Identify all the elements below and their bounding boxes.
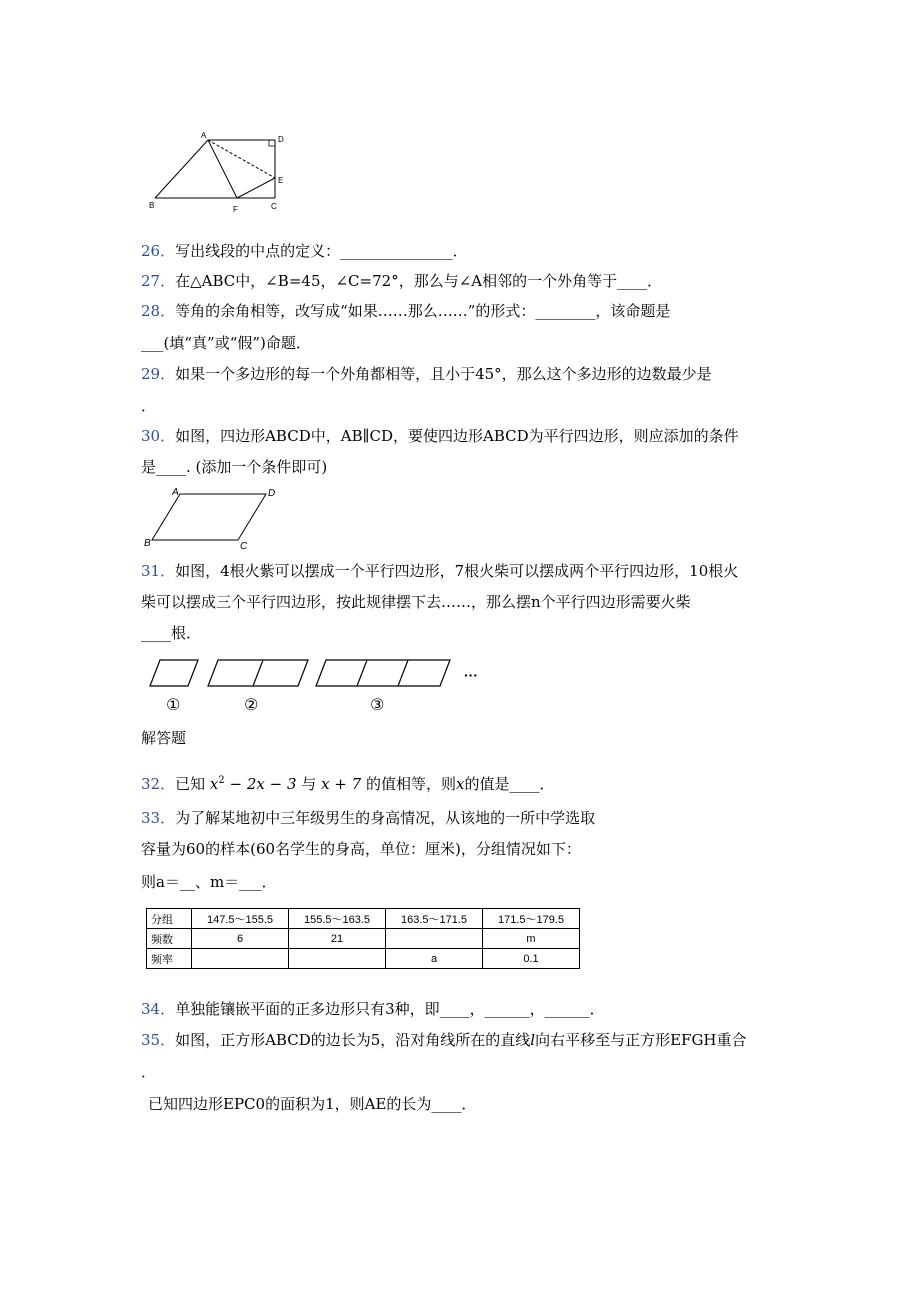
label-3: ③ <box>370 697 385 714</box>
label-2: ② <box>244 697 259 714</box>
question-number: 35． <box>141 1031 176 1049</box>
question-32: 32．已知 $x^2 - 2x - 3$ 与 x + 7 的值相等，则x的值是____． <box>141 775 555 793</box>
section-title: 解答题 <box>141 729 187 747</box>
label-B: B <box>149 201 155 210</box>
question-30-cont: 是____. (添加一个条件即可) <box>141 458 328 476</box>
question-number: 30． <box>141 427 176 445</box>
question-number: 28． <box>141 302 176 320</box>
question-text: 写出线段的中点的定义：_______________． <box>175 242 468 260</box>
question-28-cont: ___(填“真”或“假”)命题． <box>141 334 311 352</box>
expression-1: $x^2 - 2x - 3$ <box>209 775 297 793</box>
question-number: 31． <box>141 562 176 580</box>
question-26 <box>141 241 468 261</box>
label-C: C <box>271 202 277 211</box>
question-30 <box>141 426 739 446</box>
question-33-cont: 容量为60的样本(60名学生的身高，单位：厘米)，分组情况如下： <box>141 840 581 858</box>
question-31-cont: 柴可以摆成三个平行四边形，按此规律摆下去……，那么摆n个平行四边形需要火柴 <box>141 593 691 611</box>
ellipsis: ··· <box>464 667 478 683</box>
question-text: 已知 <box>175 775 206 793</box>
matchstick-figure <box>146 656 486 716</box>
question-35-cont: ． <box>141 1063 157 1081</box>
question-text: 如图，四边形ABCD中，AB∥CD，要使四边形ABCD为平行四边形，则应添加的条件 <box>175 427 739 445</box>
label-F: F <box>233 205 238 214</box>
question-35: 35．如图，正方形ABCD的边长为5，沿对角线所在的直线l向右平移至与正方形EFGH重合 <box>141 1031 747 1049</box>
table-row: 频率 a 0.1 <box>147 949 580 969</box>
label-E: E <box>278 176 284 185</box>
parallelogram-figure <box>142 484 282 550</box>
question-29 <box>141 364 712 384</box>
question-29-cont: ． <box>141 397 157 415</box>
table-row: 频数 6 21 m <box>147 929 580 949</box>
label-1: ① <box>166 697 181 714</box>
question-text: 如果一个多边形的每一个外角都相等，且小于45°，那么这个多边形的边数最少是 <box>175 365 712 383</box>
label-D: D <box>268 488 276 499</box>
question-34 <box>141 999 605 1019</box>
question-text: 如图，正方形ABCD的边长为5，沿对角线所在的直线 <box>175 1031 531 1049</box>
question-text: 单独能镶嵌平面的正多边形只有3种，即____，______，______． <box>175 1000 605 1018</box>
question-28 <box>141 301 670 321</box>
label-A: A <box>201 131 207 140</box>
expression-2: x + 7 <box>321 775 362 793</box>
question-27 <box>141 271 662 291</box>
label-B: B <box>144 538 151 549</box>
question-number: 27． <box>141 272 176 290</box>
label-C: C <box>240 541 248 550</box>
question-text: 在△ABC中，∠B=45，∠C=72°，那么与∠A相邻的一个外角等于____． <box>175 272 663 290</box>
frequency-table <box>146 908 580 969</box>
question-33 <box>141 808 595 828</box>
question-number: 29． <box>141 365 176 383</box>
question-number: 32． <box>141 775 176 793</box>
question-number: 33． <box>141 809 176 827</box>
question-31-cont2: ____根． <box>141 624 202 642</box>
top-geometry-figure <box>145 128 295 220</box>
question-35-cont2: 已知四边形EPC0的面积为1，则AE的长为____． <box>148 1095 477 1113</box>
label-A: A <box>172 487 179 498</box>
question-number: 34． <box>141 1000 176 1018</box>
question-number: 26． <box>141 242 176 260</box>
question-text: 等角的余角相等，改写成“如果……那么……”的形式：________，该命题是 <box>175 302 671 320</box>
question-text: 为了解某地初中三年级男生的身高情况，从该地的一所中学选取 <box>175 809 596 827</box>
label-D: D <box>278 135 284 144</box>
table-row: 分组 147.5～155.5 155.5～163.5 163.5～171.5 171.5～179.5 <box>147 909 580 929</box>
question-33-cont2: 则a＝__、m＝___． <box>141 873 277 891</box>
question-31 <box>141 561 738 581</box>
question-text: 如图，4根火紫可以摆成一个平行四边形，7根火柴可以摆成两个平行四边形，10根火 <box>175 562 739 580</box>
